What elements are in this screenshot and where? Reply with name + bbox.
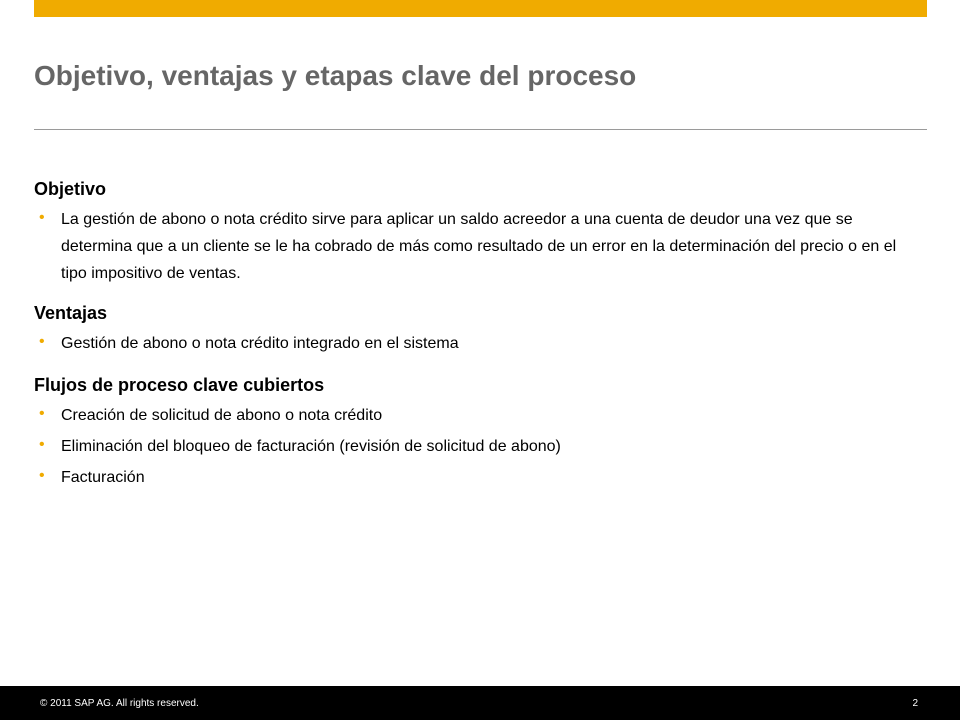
section-heading: Flujos de proceso clave cubiertos [34,375,325,395]
bullet-item [34,206,914,287]
bullet-text: Creación de solicitud de abono o nota crédito [61,407,383,424]
section-flujos [34,372,914,491]
footer-bar [0,686,960,720]
bullet-list [34,402,914,491]
title-divider [34,129,927,130]
bullet-item [34,433,914,460]
bullet-text: Facturación [61,469,145,486]
bullet-icon: • [39,436,45,453]
slide-title: Objetivo, ventajas y etapas clave del proceso [34,60,637,91]
top-accent-bar [34,0,927,17]
bullet-item [34,330,914,357]
bullet-list [34,206,914,287]
section-heading: Ventajas [34,303,108,323]
slide-content [34,176,914,504]
bullet-text: Gestión de abono o nota crédito integrado en el sistema [61,335,459,352]
bullet-text: Eliminación del bloqueo de facturación (revisión de solicitud de abono) [61,438,561,455]
bullet-item [34,402,914,429]
copyright-text: © 2011 SAP AG. All rights reserved. [40,698,199,709]
bullet-list [34,330,914,357]
section-ventajas [34,300,914,357]
bullet-icon: • [39,333,45,350]
section-objetivo [34,176,914,287]
section-heading: Objetivo [34,179,107,199]
bullet-item [34,464,914,491]
bullet-icon: • [39,405,45,422]
bullet-icon: • [39,467,45,484]
bullet-text: La gestión de abono o nota crédito sirve para aplicar un saldo acreedor a una cuenta de deudor una vez que se determina que a un cliente se le ha cobrado de más como resultado de un error en la determinación del precio o en el tipo impositivo de ventas. [61,211,897,282]
bullet-icon: • [39,209,45,226]
page-number: 2 [912,698,918,709]
